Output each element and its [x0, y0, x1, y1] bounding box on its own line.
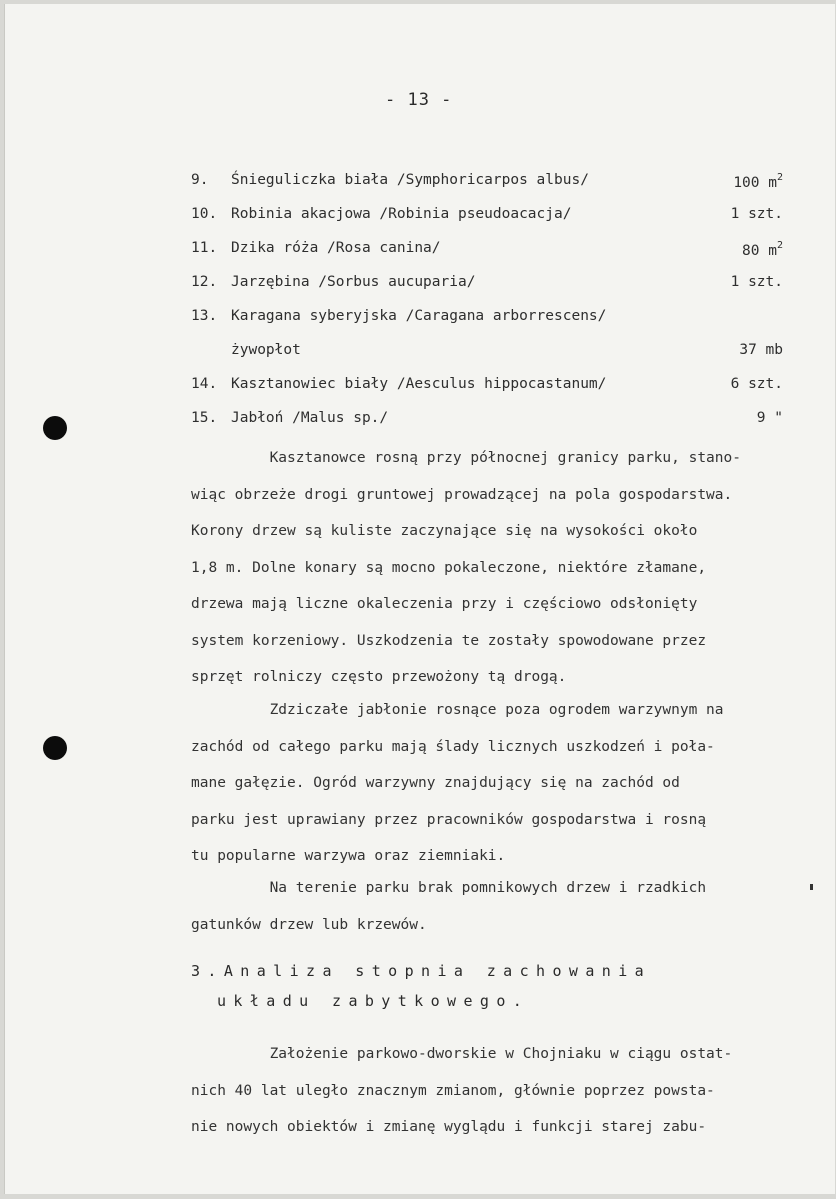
stray-mark	[810, 884, 813, 890]
text-line: Kasztanowce rosną przy północnej granicy parku, stano-	[191, 450, 741, 466]
text-line: mane gałęzie. Ogród warzywny znajdujący się na zachód od	[191, 775, 680, 791]
text-line: Na terenie parku brak pomnikowych drzew i rzadkich	[191, 880, 707, 896]
item-number: 15.	[191, 410, 218, 426]
list-item	[5, 274, 835, 308]
text-line: parku jest uprawiany przez pracowników gospodarstwa i rosną	[191, 811, 707, 828]
item-text: Karagana syberyjska /Caragana arborrescens/	[231, 308, 607, 324]
list-item	[5, 206, 835, 240]
text-line: system korzeniowy. Uszkodzenia te zostały spowodowane przez	[191, 632, 707, 649]
item-number: 13.	[191, 308, 218, 324]
punch-hole-bottom	[43, 736, 67, 760]
item-text: Jarzębina /Sorbus aucuparia/	[231, 274, 476, 290]
item-text-continued: żywopłot	[231, 342, 301, 358]
text-line: tu popularne warzywa oraz ziemniaki.	[191, 848, 506, 864]
text-line: sprzęt rolniczy często przewożony tą drogą.	[191, 669, 567, 685]
item-quantity: 6 szt.	[730, 376, 783, 392]
text-line: drzewa mają liczne okaleczenia przy i częściowo odsłonięty	[191, 596, 698, 612]
text-line: Założenie parkowo-dworskie w Chojniaku w ciągu ostat-	[191, 1046, 733, 1062]
paragraph-changes	[191, 1046, 811, 1156]
item-number: 12.	[191, 274, 218, 290]
paragraph-no-monuments	[191, 880, 811, 953]
list-item	[5, 240, 835, 274]
item-quantity: 1 szt.	[730, 274, 783, 290]
text-line: nie nowych obiektów i zmianę wyglądu i funkcji starej zabu-	[191, 1119, 707, 1135]
item-quantity-exponent: 2	[776, 240, 783, 251]
plant-list	[5, 172, 835, 444]
item-number: 14.	[191, 376, 218, 392]
text-line: nich 40 lat uległo znacznym zmianom, głównie poprzez powsta-	[191, 1082, 715, 1099]
item-number: 9.	[191, 172, 209, 188]
text-line: zachód od całego parku mają ślady licznych uszkodzeń i poła-	[191, 738, 715, 755]
paragraph-chestnuts	[191, 450, 811, 706]
item-quantity-exponent: 2	[776, 172, 783, 183]
item-text: Kasztanowiec biały /Aesculus hippocastanum/	[231, 376, 607, 392]
list-item	[5, 376, 835, 410]
item-number: 11.	[191, 240, 218, 256]
page-number: - 13 -	[385, 90, 453, 110]
item-text: Jabłoń /Malus sp./	[231, 410, 389, 426]
item-text: Śnieguliczka biała /Symphoricarpos albus/	[231, 172, 589, 188]
item-quantity: 80 $m^2$	[742, 240, 783, 259]
heading-line: układu zabytkowego.	[217, 992, 530, 1010]
item-number: 10.	[191, 206, 218, 222]
item-quantity: 9 "	[756, 410, 783, 426]
item-text: Robinia akacjowa /Robinia pseudoacacja/	[231, 206, 572, 222]
document-page	[4, 4, 835, 1194]
section-heading	[191, 962, 811, 1022]
list-item	[5, 308, 835, 376]
list-item	[5, 410, 835, 444]
text-line: gatunków drzew lub krzewów.	[191, 916, 427, 933]
text-line: wiąc obrzeże drogi gruntowej prowadzącej na pola gospodarstwa.	[191, 486, 733, 503]
text-line: Zdziczałe jabłonie rosnące poza ogrodem warzywnym na	[191, 702, 724, 718]
list-item	[5, 172, 835, 206]
item-text: Dzika róża /Rosa canina/	[231, 240, 441, 256]
text-line: 1,8 m. Dolne konary są mocno pokaleczone, niektóre złamane,	[191, 559, 707, 576]
paragraph-apple-trees	[191, 702, 811, 885]
item-quantity: 37 mb	[739, 342, 783, 358]
text-line: Korony drzew są kuliste zaczynające się na wysokości około	[191, 523, 698, 539]
item-quantity: 1 szt.	[730, 206, 783, 222]
heading-line: 3.Analiza stopnia zachowania	[191, 962, 652, 980]
item-quantity: 100 $m^2$	[733, 172, 783, 191]
